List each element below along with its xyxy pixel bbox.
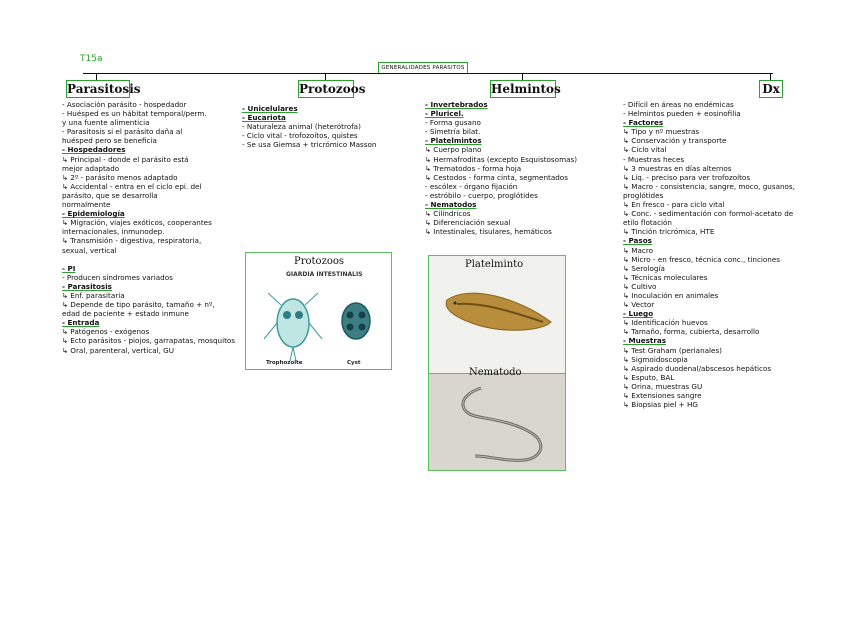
note-line: internacionales, inmunodep. <box>62 227 165 237</box>
note-line: - Naturaleza animal (heterótrofa) <box>242 122 361 132</box>
note-line: - Se usa Giemsa + tricrómico Masson <box>242 140 377 150</box>
note-line: ↳ Migración, viajes exóticos, cooperantes <box>62 218 212 228</box>
note-line: mejor adaptado <box>62 163 120 173</box>
note-line: ↳ Sigmoidoscopia <box>623 354 688 364</box>
dx-notes <box>623 100 795 409</box>
nematodo-figure <box>428 367 566 471</box>
note-line: - Pluricel. <box>425 109 464 119</box>
note-line: parásito, que se desarrolla <box>62 190 158 200</box>
note-line: ↳ Macro - consistencia, sangre, moco, gusanos, <box>623 181 795 191</box>
note-line: ↳ Cultivo <box>623 281 657 291</box>
note-line: - Factores <box>623 118 664 128</box>
note-line: - Asociación parásito - hospedador <box>62 100 187 109</box>
header-dx: Dx <box>759 80 783 98</box>
note-line: ↳ Técnicas moleculares <box>623 272 708 282</box>
note-line: - Difícil en áreas no endémicas <box>623 100 734 109</box>
figure-title: Platelminto <box>465 259 524 270</box>
note-line: - Producen síndromes variados <box>62 272 173 282</box>
note-line: - Luego <box>623 309 654 319</box>
note-line: - Entrada <box>62 318 100 328</box>
note-line: ↳ Líq. - preciso para ver trofozoítos <box>623 172 751 182</box>
note-line: ↳ Aspirado duodenal/abscesos hepáticos <box>623 363 772 373</box>
note-line: ↳ Conc. - sedimentación con formol-acetato de <box>623 209 794 219</box>
note-line: ↳ Extensiones sangre <box>623 391 702 400</box>
note-line: ↳ Tamaño, forma, cubierta, desarrollo <box>623 327 760 337</box>
note-line: ↳ Orina, muestras GU <box>623 381 703 391</box>
note-line: ↳ Oral, parenteral, vertical, GU <box>62 345 174 355</box>
note-line: - Epidemiología <box>62 209 125 219</box>
header-protozoos: Protozoos <box>299 82 366 96</box>
note-line: ↳ Diferenciación sexual <box>425 218 511 228</box>
figure-subtitle: GIARDIA INTESTINALIS <box>286 271 363 278</box>
note-line: - Huésped es un hábitat temporal/perm. <box>62 109 207 119</box>
note-line: - estróbilo - cuerpo, proglótides <box>425 190 538 200</box>
platelminto-figure <box>428 255 566 375</box>
note-line: huésped pero se beneficia <box>62 136 157 146</box>
note-line: - Hospedadores <box>62 145 126 155</box>
note-line: ↳ Esputo, BAL <box>623 372 675 382</box>
note-line: - Invertebrados <box>425 100 488 109</box>
note-line: ↳ Tinción tricrómica, HTE <box>623 227 715 237</box>
note-line: - Parasitosis <box>62 281 112 291</box>
note-line: ↳ Ecto parásitos - piojos, garrapatas, mosquitos <box>62 336 236 346</box>
header-parasitosis: Parasitosis <box>67 82 141 96</box>
note-line: - Helmintos pueden + eosinofilia <box>623 109 741 119</box>
note-line: - Nematodos <box>425 200 477 210</box>
figure-title: Nematodo <box>469 367 522 378</box>
giardia-figure <box>245 252 392 370</box>
trophozoite-shape <box>264 293 322 361</box>
note-line: etilo flotación <box>623 218 672 228</box>
note-line: ↳ Cilíndricos <box>425 209 471 219</box>
note-line: ↳ Intestinales, tisulares, hemáticos <box>425 227 552 237</box>
cyst-shape <box>342 303 370 339</box>
note-line: ↳ Identificación huevos <box>623 318 708 328</box>
note-line: - Muestras <box>623 336 667 346</box>
parasitosis-notes <box>62 100 235 355</box>
note-line: ↳ Test Graham (perianales) <box>623 345 722 355</box>
note-line: - Parasitosis si el parásito daña al <box>62 127 183 137</box>
figure-title: Protozoos <box>294 256 345 267</box>
note-line: ↳ Inoculación en animales <box>623 290 719 300</box>
note-line: - Unicelulares <box>242 104 298 113</box>
root-node: GENERALIDADES PARASITOS <box>378 62 468 74</box>
note-line: - Ciclo vital - trofozoítos, quistes <box>242 131 358 141</box>
note-line: ↳ Serología <box>623 263 665 273</box>
note-line: ↳ 2º - parásito menos adaptado <box>62 172 178 182</box>
note-line: - Forma gusano <box>425 118 481 128</box>
note-line: ↳ Ciclo vital <box>623 145 667 155</box>
note-line: - PI <box>62 263 76 273</box>
note-line: edad de paciente + estado inmune <box>62 309 189 319</box>
note-line: proglótides <box>623 190 664 200</box>
note-line: ↳ Accidental - entra en el ciclo epi. del <box>62 181 202 191</box>
topic-tag: T15a <box>80 54 103 64</box>
note-line: ↳ Enf. parasitaria <box>62 290 125 300</box>
protozoos-notes <box>242 104 376 149</box>
cyst-caption: Cyst <box>347 360 361 366</box>
helmintos-notes <box>425 100 577 236</box>
giardia-illustration <box>246 253 391 369</box>
note-line: normalmente <box>62 200 111 210</box>
note-line: ↳ Tipo y nº muestras <box>623 127 700 137</box>
note-line: ↳ Principal - donde el parásito está <box>62 154 189 164</box>
note-line: ↳ Vector <box>623 300 655 310</box>
roundworm-illustration <box>429 374 565 470</box>
note-line: - escólex - órgano fijación <box>425 181 518 191</box>
note-line: ↳ Conservación y transporte <box>623 136 727 146</box>
note-line: ↳ Micro - en fresco, técnica conc., tinciones <box>623 254 781 264</box>
header-helmintos: Helmintos <box>491 82 561 96</box>
tree-connector-line <box>83 73 773 74</box>
note-line: ↳ Trematodos - forma hoja <box>425 163 522 173</box>
note-line: ↳ En fresco - para ciclo vital <box>623 200 725 210</box>
note-line <box>62 255 235 264</box>
flatworm-illustration <box>429 256 565 374</box>
note-line: ↳ Cuerpo plano <box>425 145 482 155</box>
note-line: y una fuente alimenticia <box>62 118 150 128</box>
note-line: ↳ Transmisión - digestiva, respiratoria, <box>62 236 202 246</box>
note-line: sexual, vertical <box>62 245 117 255</box>
note-line: ↳ Patógenos - exógenos <box>62 327 150 337</box>
note-line: - Simetría bilat. <box>425 127 481 137</box>
trophozoite-caption: Trophozoite <box>266 360 303 366</box>
note-line: ↳ Depende de tipo parásito, tamaño + nº, <box>62 300 215 310</box>
note-line: ↳ Hermafroditas (excepto Esquistosomas) <box>425 154 578 164</box>
note-line: - Pasos <box>623 236 652 246</box>
note-line: ↳ Cestodos - forma cinta, segmentados <box>425 172 568 182</box>
note-line: ↳ Macro <box>623 245 654 255</box>
note-line: ↳ 3 muestras en días alternos <box>623 163 732 173</box>
note-line: - Eucariota <box>242 113 286 123</box>
note-line: - Muestras heces <box>623 154 685 164</box>
note-line: - Platelmintos <box>425 136 482 146</box>
note-line: ↳ Biopsias piel + HG <box>623 400 698 410</box>
